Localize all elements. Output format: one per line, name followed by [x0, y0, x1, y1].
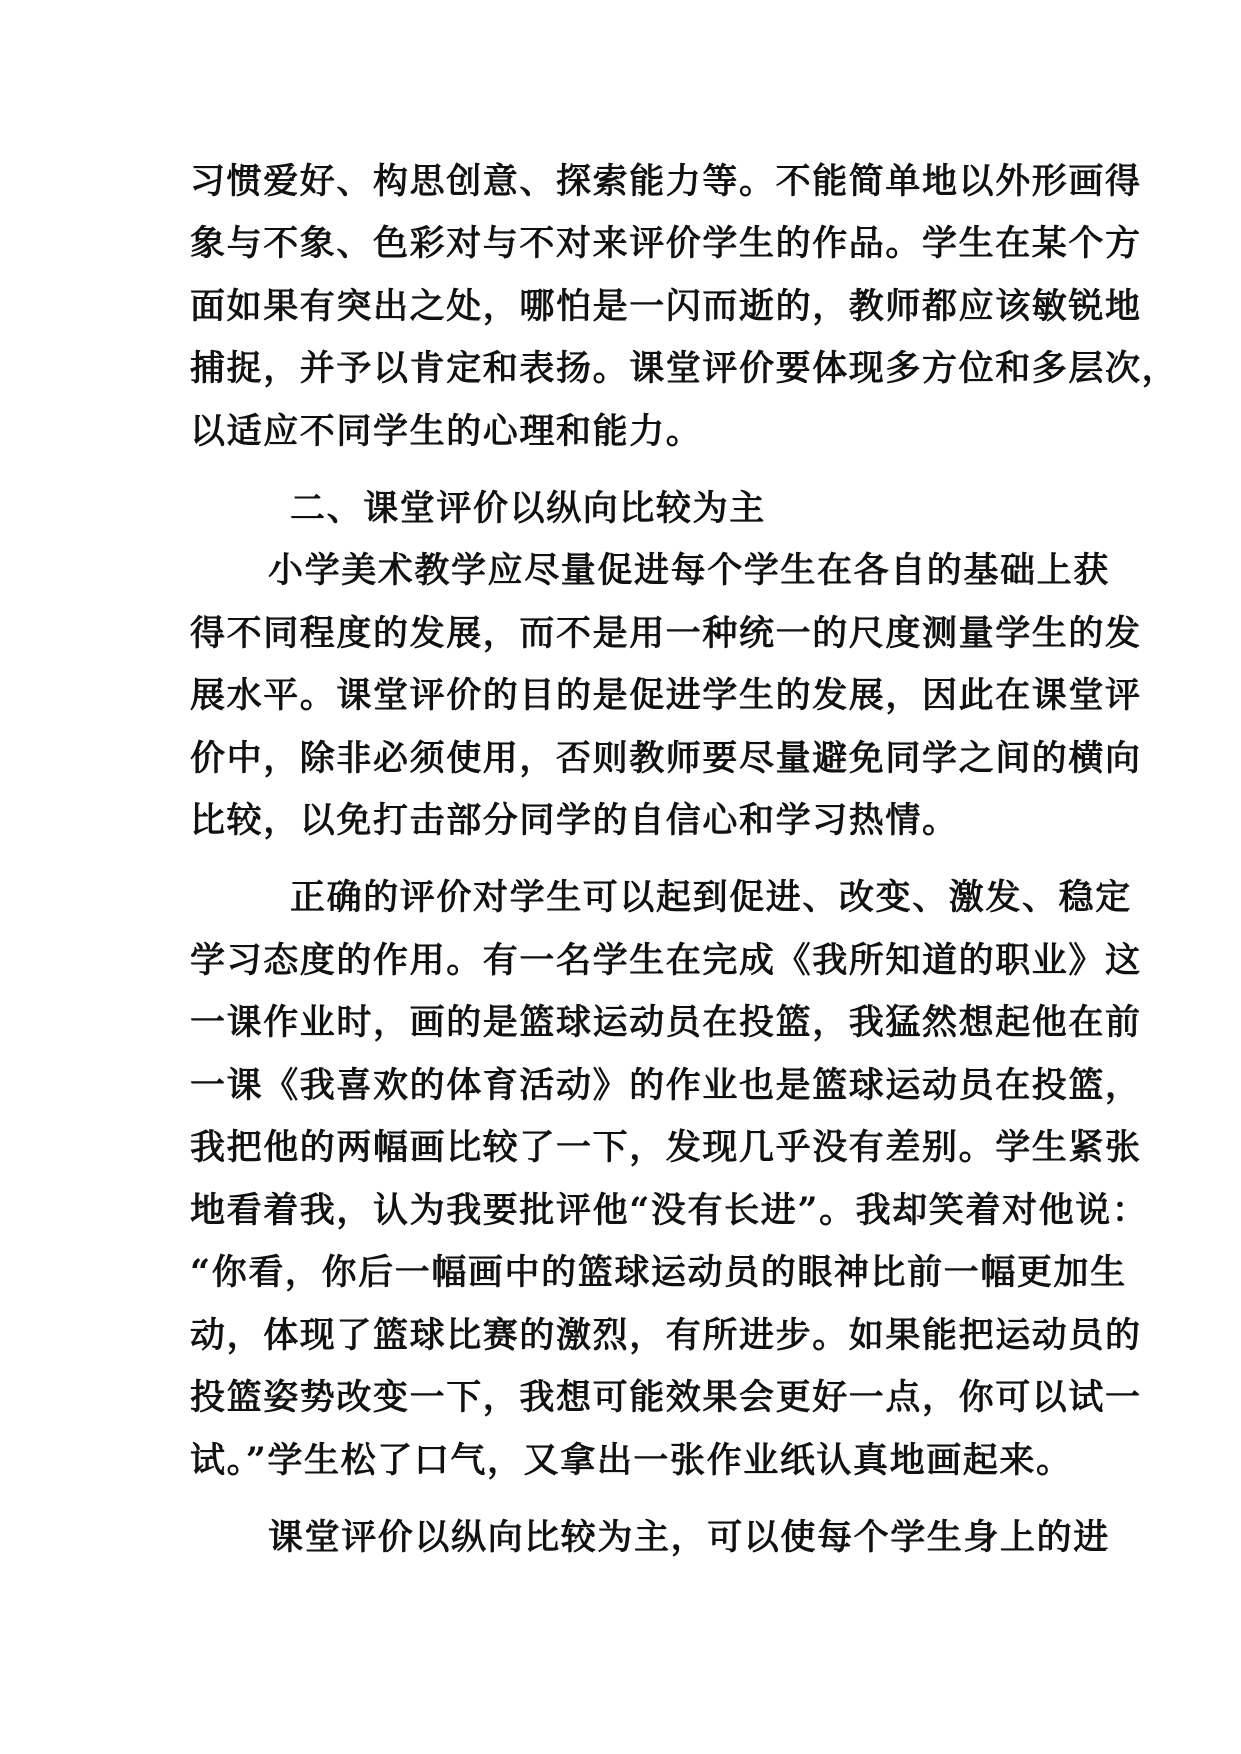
- text-line: 价中，除非必须使用，否则教师要尽量避免同学之间的横向: [190, 738, 1142, 779]
- text-line: 象与不象、色彩对与不对来评价学生的作品。学生在某个方: [190, 223, 1142, 264]
- text-line: 捕捉，并予以肯定和表扬。课堂评价要体现多方位和多层次，: [190, 348, 1179, 389]
- text-line: 一课作业时，画的是篮球运动员在投篮，我猛然想起他在前: [190, 1002, 1142, 1043]
- text-line: 学习态度的作用。有一名学生在完成《我所知道的职业》这: [190, 940, 1142, 981]
- section-heading: 二、课堂评价以纵向比较为主: [290, 488, 766, 529]
- text-line: 展水平。课堂评价的目的是促进学生的发展，因此在课堂评: [190, 675, 1142, 716]
- text-line: 小学美术教学应尽量促进每个学生在各自的基础上获: [268, 550, 1110, 591]
- text-line: 试。”学生松了口气，又拿出一张作业纸认真地画起来。: [190, 1440, 1073, 1481]
- text-line: 课堂评价以纵向比较为主，可以使每个学生身上的进: [268, 1517, 1110, 1558]
- text-line: 动，体现了篮球比赛的激烈，有所进步。如果能把运动员的: [190, 1315, 1142, 1356]
- text-line: “你看，你后一幅画中的篮球运动员的眼神比前一幅更加生: [190, 1252, 1127, 1293]
- text-line: 习惯爱好、构思创意、探索能力等。不能简单地以外形画得: [190, 161, 1142, 202]
- text-line: 地看着我，认为我要批评他“没有长进”。我却笑着对他说：: [190, 1190, 1149, 1231]
- text-line: 以适应不同学生的心理和能力。: [190, 411, 703, 452]
- text-line: 我把他的两幅画比较了一下，发现几乎没有差别。学生紧张: [190, 1127, 1142, 1168]
- text-line: 投篮姿势改变一下，我想可能效果会更好一点，你可以试一: [190, 1377, 1142, 1418]
- text-line: 得不同程度的发展，而不是用一种统一的尺度测量学生的发: [190, 613, 1142, 654]
- text-line: 面如果有突出之处，哪怕是一闪而逝的，教师都应该敏锐地: [190, 286, 1142, 327]
- text-line: 正确的评价对学生可以起到促进、改变、激发、稳定: [290, 877, 1132, 918]
- text-line: 一课《我喜欢的体育活动》的作业也是篮球运动员在投篮，: [190, 1065, 1142, 1106]
- text-line: 比较，以免打击部分同学的自信心和学习热情。: [190, 800, 959, 841]
